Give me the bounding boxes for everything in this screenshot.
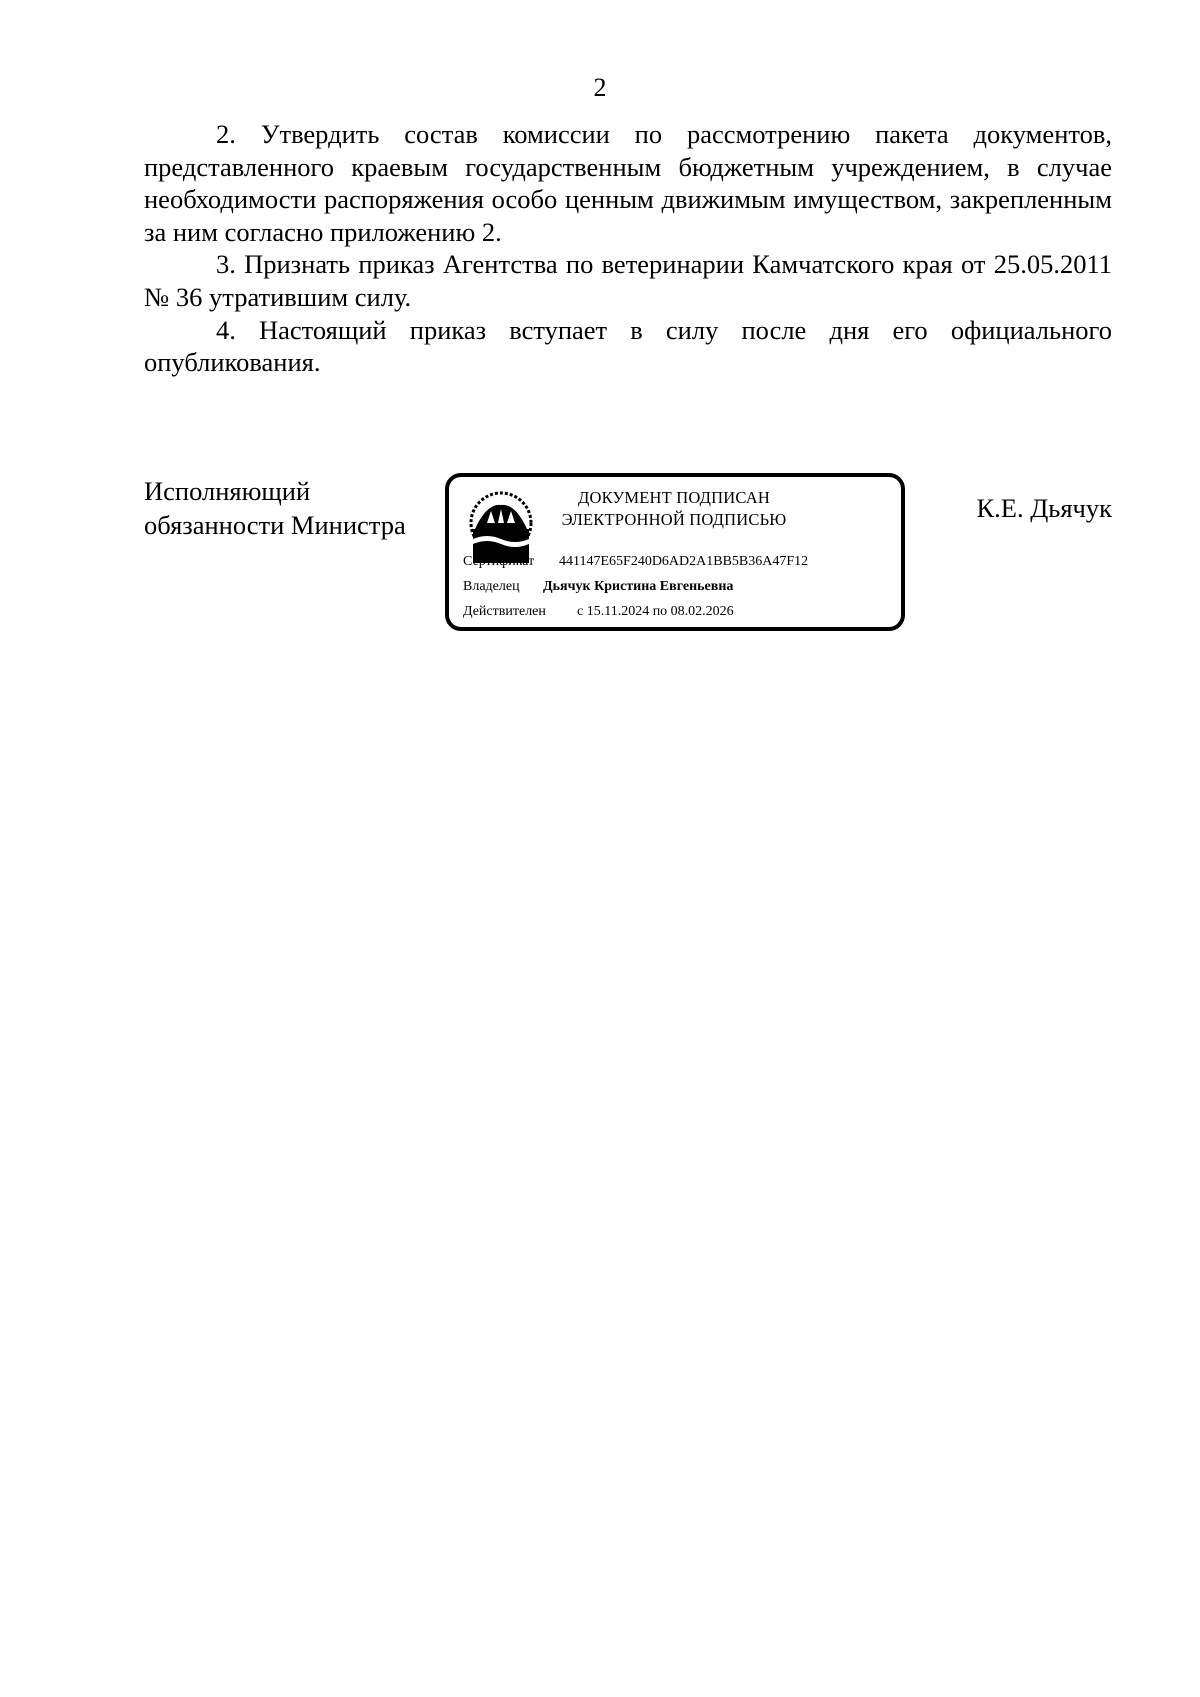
paragraph-3: 3. Признать приказ Агентства по ветеринарии Камчатского края от 25.05.2011 № 36 утратившим силу. <box>144 249 1112 312</box>
stamp-title <box>549 487 799 531</box>
stamp-owner-row <box>463 578 733 596</box>
paragraph-4: 4. Настоящий приказ вступает в силу после дня его официального опубликования. <box>144 314 1112 378</box>
validity-value: с 15.11.2024 по 08.02.2026 <box>577 604 734 619</box>
owner-label: Владелец <box>463 579 520 594</box>
signer-position <box>144 474 406 542</box>
electronic-signature-stamp <box>445 473 905 631</box>
signer-position-line-2: обязанности Министра <box>144 510 406 540</box>
paragraph-2: 2. Утвердить состав комиссии по рассмотрению пакета документов, представленного краевым государственным бюджетным учреждением, в случае необходимости распоряжения особо ценным движимым имуществом, закрепленным за ним согласно приложению 2. <box>144 119 1112 247</box>
document-body <box>144 118 1112 379</box>
signer-name: К.Е. Дьячук <box>976 493 1112 523</box>
stamp-certificate-row <box>463 553 808 571</box>
owner-value: Дьячук Кристина Евгеньевна <box>543 579 734 594</box>
certificate-value: 441147E65F240D6AD2A1BB5B36A47F12 <box>559 554 809 569</box>
certificate-label: Сертификат <box>463 554 535 569</box>
stamp-title-line-2: ЭЛЕКТРОННОЙ ПОДПИСЬЮ <box>561 510 787 529</box>
validity-label: Действителен <box>463 604 546 619</box>
signer-position-line-1: Исполняющий <box>144 476 311 506</box>
page-number: 2 <box>593 73 607 102</box>
stamp-validity-row <box>463 603 734 621</box>
stamp-title-line-1: ДОКУМЕНТ ПОДПИСАН <box>578 488 770 507</box>
